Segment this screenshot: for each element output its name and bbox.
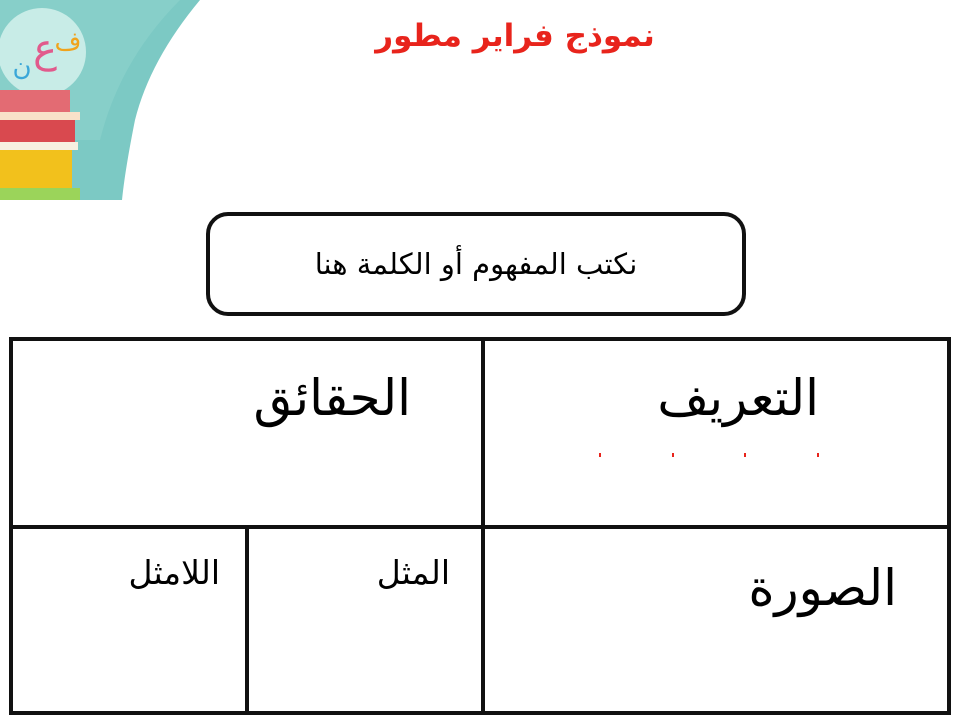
svg-text:ف: ف (54, 27, 82, 57)
grid-vertical-divider (481, 341, 485, 711)
svg-text:ع: ع (33, 26, 57, 72)
grid-horizontal-divider (13, 525, 947, 529)
red-dotted-line (599, 453, 819, 457)
example-label: المثل (376, 553, 450, 592)
concept-text: نكتب المفهوم أو الكلمة هنا (314, 247, 638, 281)
books-logo-icon (0, 0, 200, 200)
page-title: نموذج فراير مطور (375, 18, 655, 54)
svg-text:ن: ن (12, 52, 32, 82)
grid-sub-divider (245, 529, 249, 711)
picture-label: الصورة (748, 559, 897, 617)
concept-box (206, 212, 746, 316)
facts-label: الحقائق (253, 369, 411, 427)
non-example-label: اللامثل (128, 553, 220, 592)
logo-decoration (0, 0, 200, 200)
frayer-grid (9, 337, 951, 715)
definition-label: التعريف (657, 369, 819, 427)
